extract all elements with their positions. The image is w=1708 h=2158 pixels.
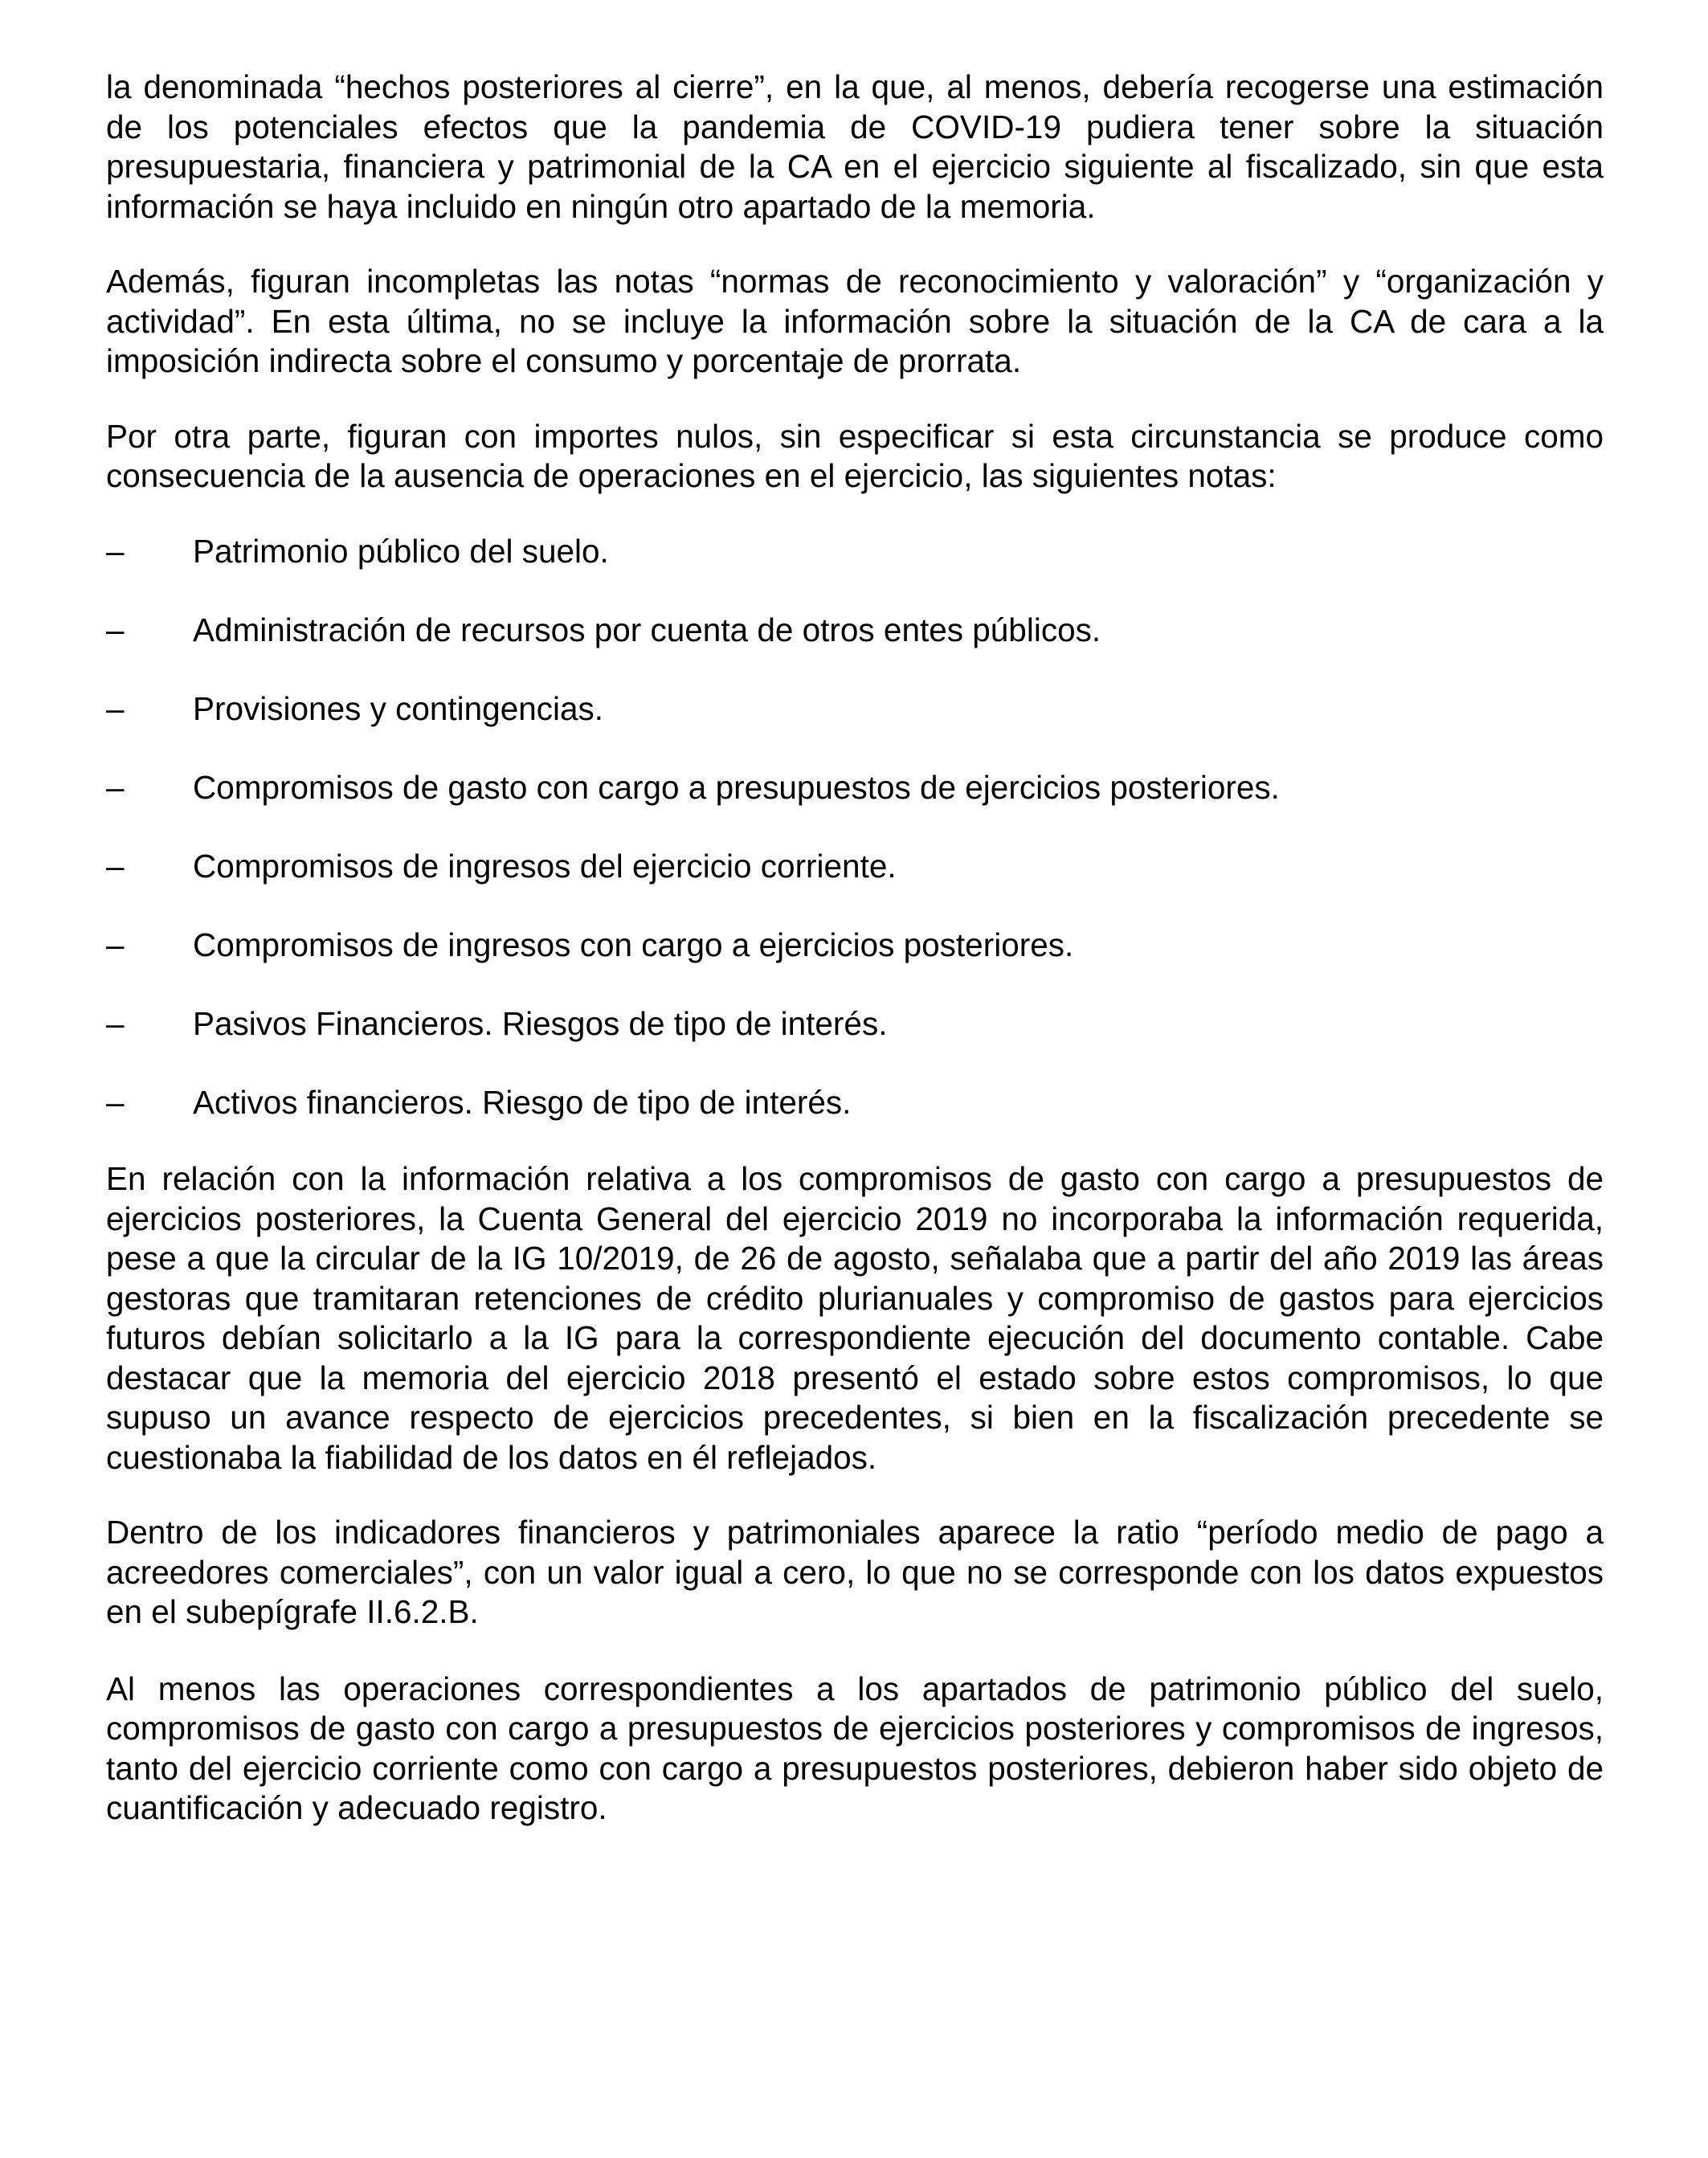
- dash-bullet: –: [106, 847, 125, 885]
- dash-bullet: –: [106, 532, 125, 570]
- paragraph-notas-incompletas: Además, figuran incompletas las notas “normas de reconocimiento y valoración” y “organización y actividad”. En esta última, no se incluye la información sobre la situación de la CA de cara a la imposición indirecta sobre el consumo y porcentaje de prorrata.: [106, 263, 1604, 379]
- dash-bullet: –: [106, 1004, 125, 1042]
- dash-bullet: –: [106, 689, 125, 727]
- list-item-text: Compromisos de ingresos con cargo a ejercicios posteriores.: [193, 926, 1074, 963]
- dash-bullet: –: [106, 1083, 125, 1121]
- document-page: [106, 67, 1604, 1829]
- list-item-text: Provisiones y contingencias.: [193, 689, 604, 727]
- list-item-text: Compromisos de ingresos del ejercicio corriente.: [193, 847, 897, 885]
- paragraph-conclusion: Al menos las operaciones correspondientes a los apartados de patrimonio público del suelo, compromisos de gasto con cargo a presupuestos de ejercicios posteriores y compromisos de ingresos, tanto del ejercicio corriente como con cargo a presupuestos posteriores, debieron haber sido objeto de cuantificación y adecuado registro.: [106, 1670, 1604, 1826]
- list-item: [106, 611, 1604, 651]
- list-item-text: Pasivos Financieros. Riesgos de tipo de interés.: [193, 1004, 888, 1042]
- list-item-text: Patrimonio público del suelo.: [193, 532, 609, 570]
- list-item: [106, 532, 1604, 572]
- notes-list: [106, 532, 1604, 1123]
- dash-bullet: –: [106, 926, 125, 963]
- paragraph-importes-nulos: Por otra parte, figuran con importes nulos, sin especificar si esta circunstancia se produce como consecuencia de la ausencia de operaciones en el ejercicio, las siguientes notas:: [106, 417, 1604, 494]
- list-item: [106, 768, 1604, 808]
- paragraph-compromisos-gasto: En relación con la información relativa a los compromisos de gasto con cargo a presupuestos de ejercicios posteriores, la Cuenta General del ejercicio 2019 no incorporaba la información requerida, pese a que la circular de la IG 10/2019, de 26 de agosto, señalaba que a partir del año 2019 las áreas gestoras que tramitaran retenciones de crédito plurianuales y compromiso de gastos para ejercicios futuros debían solicitarlo a la IG para la correspondiente ejecución del documento contable. Cabe destacar que la memoria del ejercicio 2018 presentó el estado sobre estos compromisos, lo que supuso un avance respecto de ejercicios precedentes, si bien en la fiscalización precedente se cuestionaba la fiabilidad de los datos en él reflejados.: [106, 1160, 1604, 1476]
- dash-bullet: –: [106, 768, 125, 806]
- list-item: [106, 689, 1604, 730]
- list-item-text: Compromisos de gasto con cargo a presupuestos de ejercicios posteriores.: [193, 768, 1280, 806]
- list-item: [106, 926, 1604, 966]
- dash-bullet: –: [106, 611, 125, 648]
- list-item-text: Activos financieros. Riesgo de tipo de interés.: [193, 1083, 852, 1121]
- list-item: [106, 1083, 1604, 1123]
- list-item-text: Administración de recursos por cuenta de otros entes públicos.: [193, 611, 1101, 648]
- list-item: [106, 1004, 1604, 1044]
- list-item: [106, 847, 1604, 887]
- paragraph-hechos-posteriores: la denominada “hechos posteriores al cierre”, en la que, al menos, debería recogerse una estimación de los potenciales efectos que la pandemia de COVID-19 pudiera tener sobre la situación presupuestaria, financiera y patrimonial de la CA en el ejercicio siguiente al fiscalizado, sin que esta información se haya incluido en ningún otro apartado de la memoria.: [106, 68, 1604, 225]
- paragraph-indicadores: Dentro de los indicadores financieros y patrimoniales aparece la ratio “período medio de pago a acreedores comerciales”, con un valor igual a cero, lo que no se corresponde con los datos expuestos en el subepígrafe II.6.2.B.: [106, 1514, 1604, 1630]
